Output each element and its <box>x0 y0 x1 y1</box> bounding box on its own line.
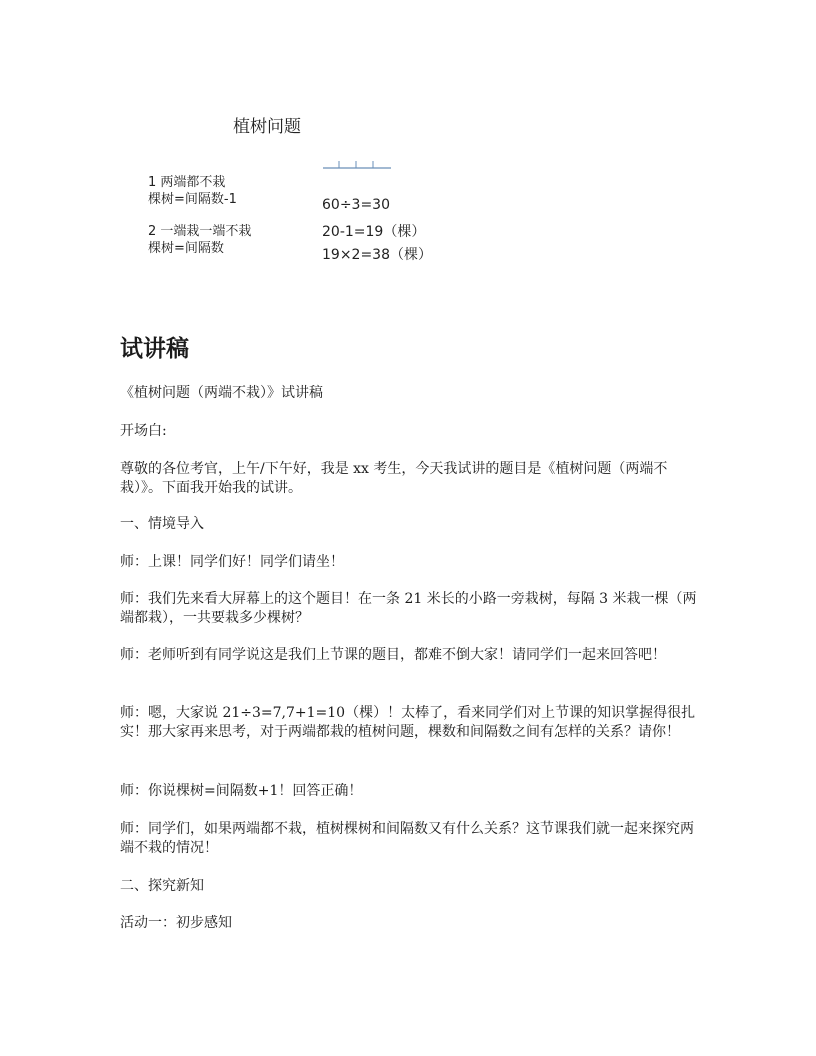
rule2-formula: 棵树=间隔数 <box>148 241 224 256</box>
section-heading-intro: 一、情境导入 <box>120 516 204 532</box>
board-image <box>120 100 450 275</box>
section-heading-explore: 二、探究新知 <box>120 878 204 894</box>
rule1-title: 1 两端都不栽 <box>148 175 226 190</box>
calc-line-2: 20-1=19（棵） <box>322 224 426 240</box>
rule-one-end-planted <box>148 223 251 257</box>
rule1-formula: 棵树=间隔数-1 <box>148 192 237 207</box>
teacher-line-4: 师：嗯，大家说 21÷3=7,7+1=10（棵）！太棒了，看来同学们对上节课的知识掌握得很扎实！那大家再来思考，对于两端都栽的植树问题，棵数和间隔数之间有怎样的关系？请你！ <box>120 705 696 740</box>
teacher-line-5: 师：你说棵树=间隔数+1！回答正确！ <box>120 783 363 799</box>
rule-both-ends-not-planted <box>148 174 237 208</box>
calc-line-1: 60÷3=30 <box>322 197 390 213</box>
board-title: 植树问题 <box>233 117 301 137</box>
page-heading: 试讲稿 <box>120 336 189 362</box>
opening-label: 开场白: <box>120 423 167 439</box>
rule2-title: 2 一端栽一端不栽 <box>148 224 252 239</box>
tree-line-diagram <box>323 158 391 170</box>
teacher-line-1: 师：上课！同学们好！同学们请坐！ <box>120 554 344 570</box>
teacher-line-3: 师：老师听到有同学说这是我们上节课的题目，都难不倒大家！请同学们一起来回答吧！ <box>120 647 666 663</box>
teacher-line-2: 师：我们先来看大屏幕上的这个题目！在一条 21 米长的小路一旁栽树，每隔 3 米栽一棵（两端都栽），一共要栽多少棵树？ <box>120 591 697 626</box>
activity-heading: 活动一：初步感知 <box>120 915 232 931</box>
doc-title-line: 《植树问题（两端不栽）》试讲稿 <box>120 385 323 401</box>
opening-paragraph: 尊敬的各位考官，上午/下午好，我是 xx 考生，今天我试讲的题目是《植树问题（两端不栽）》。下面我开始我的试讲。 <box>120 461 668 496</box>
calc-line-3: 19×2=38（棵） <box>322 247 432 263</box>
teacher-line-6: 师：同学们，如果两端都不栽，植树棵树和间隔数又有什么关系？这节课我们就一起来探究两端不栽的情况！ <box>120 821 694 856</box>
